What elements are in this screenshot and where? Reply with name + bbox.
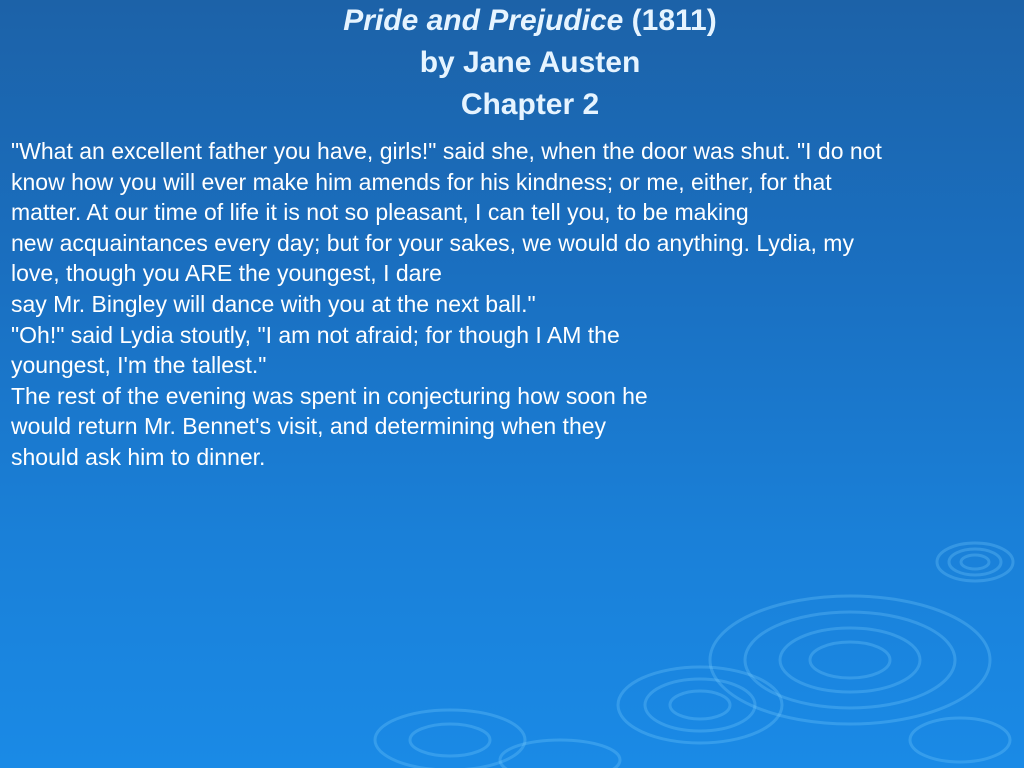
publication-year: (1811) bbox=[631, 4, 717, 37]
excerpt-line: youngest, I'm the tallest." bbox=[11, 352, 267, 379]
excerpt-line: new acquaintances every day; but for your sakes, we would do anything. Lydia, my bbox=[11, 229, 854, 256]
title-line bbox=[0, 0, 1024, 42]
excerpt-line: should ask him to dinner. bbox=[11, 443, 266, 470]
excerpt-line: "Oh!" said Lydia stoutly, "I am not afraid; for though I AM the bbox=[11, 321, 620, 348]
excerpt-line: matter. At our time of life it is not so pleasant, I can tell you, to be making bbox=[11, 199, 749, 226]
excerpt-line: "What an excellent father you have, girls!" said she, when the door was shut. "I do not bbox=[11, 138, 882, 164]
excerpt-line: love, though you ARE the youngest, I dare bbox=[11, 260, 442, 287]
slide-title bbox=[0, 0, 1024, 126]
excerpt-line: know how you will ever make him amends for his kindness; or me, either, for that bbox=[11, 168, 832, 195]
excerpt-line: say Mr. Bingley will dance with you at the next ball." bbox=[11, 290, 536, 317]
excerpt-line: would return Mr. Bennet's visit, and determining when they bbox=[11, 413, 607, 440]
author-line: by Jane Austen bbox=[419, 46, 641, 79]
chapter-excerpt bbox=[11, 136, 1011, 473]
book-title: Pride and Prejudice bbox=[343, 4, 624, 37]
chapter-heading: Chapter 2 bbox=[460, 88, 600, 121]
excerpt-line: The rest of the evening was spent in conjecturing how soon he bbox=[11, 382, 648, 409]
